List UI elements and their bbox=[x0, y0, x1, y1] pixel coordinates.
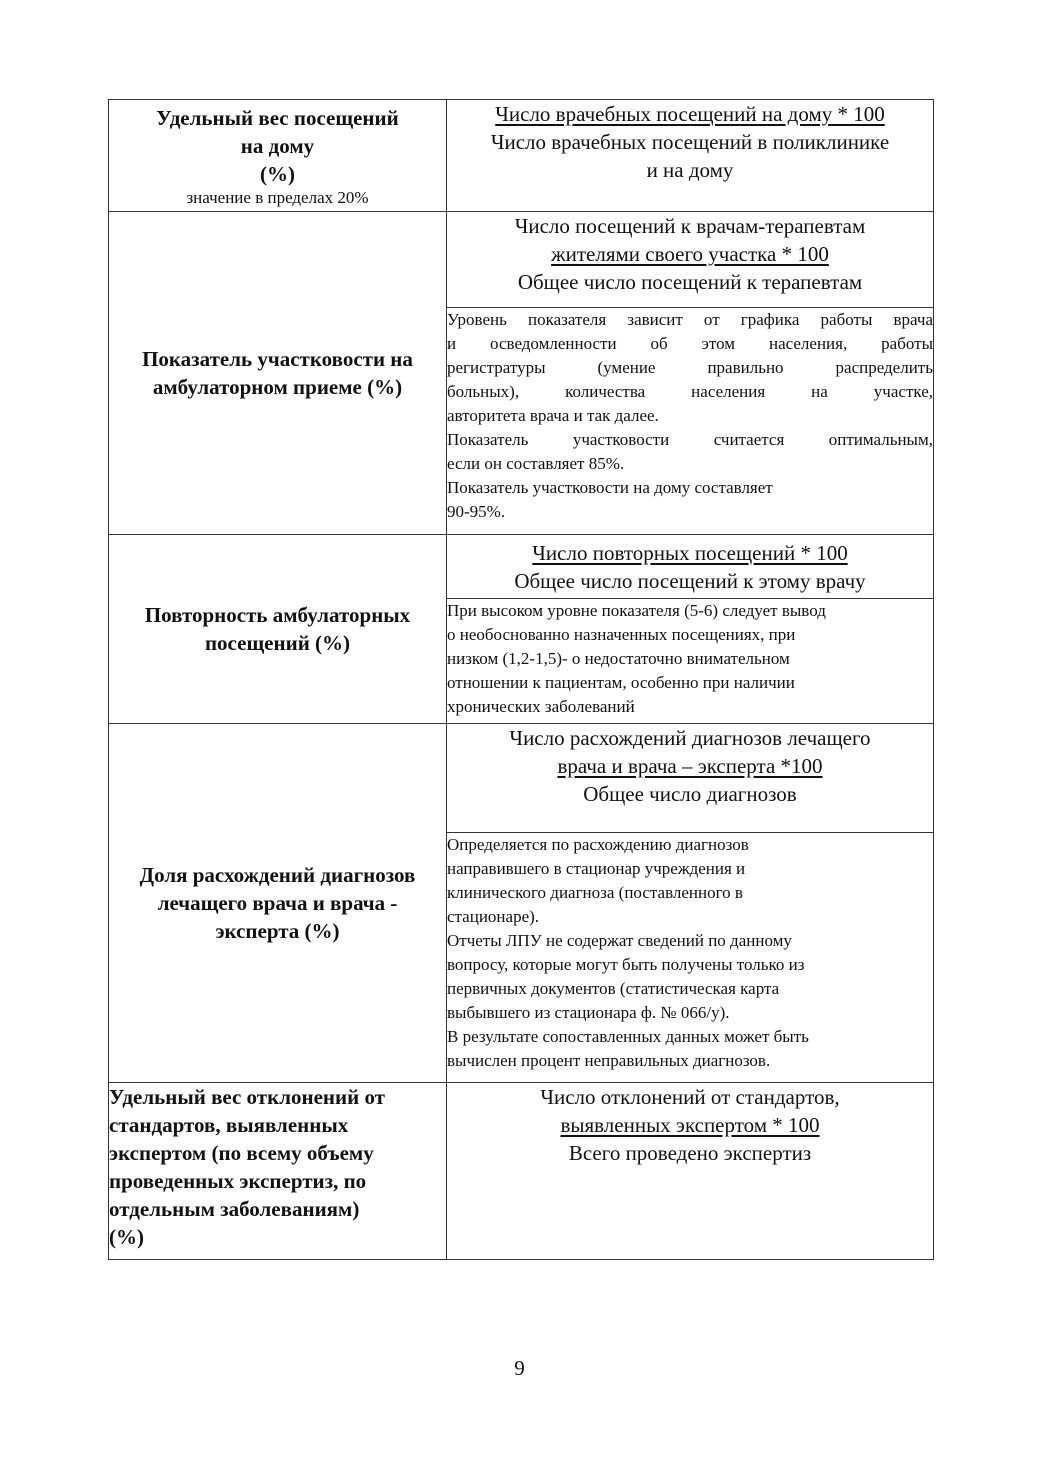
label-line: на дому bbox=[240, 133, 315, 158]
formula-denominator: Общее число посещений к этому врачу bbox=[514, 568, 866, 593]
note-line: вопросу, которые могут быть получены только из bbox=[447, 955, 805, 974]
note-line: первичных документов (статистическая карта bbox=[447, 979, 780, 998]
note-line: регистратуры (умение правильно распределить bbox=[447, 358, 933, 377]
formula-denominator: Всего проведено экспертиз bbox=[568, 1141, 812, 1165]
label-line: Показатель участковости на bbox=[142, 347, 413, 371]
label-line: эксперта (%) bbox=[215, 919, 340, 943]
label-line: амбулаторном приеме (%) bbox=[152, 375, 403, 399]
label-line: посещений (%) bbox=[204, 631, 351, 655]
note-line: Определяется по расхождению диагнозов bbox=[447, 835, 749, 854]
row1-label bbox=[109, 100, 447, 212]
row3-formula bbox=[447, 535, 934, 599]
formula-numerator: Число отклонений от стандартов, bbox=[540, 1085, 840, 1109]
row5-label bbox=[109, 1083, 447, 1260]
page-number: 9 bbox=[514, 1356, 525, 1380]
label-line: (%) bbox=[109, 1225, 144, 1249]
formula-numerator: выявленных экспертом * 100 bbox=[560, 1113, 820, 1137]
note-line: Показатель участковости считается оптимальным, bbox=[447, 430, 933, 449]
note-line: низком (1,2-1,5)- о недостаточно внимательном bbox=[447, 649, 790, 668]
note-line: Показатель участковости на дому составляет bbox=[447, 478, 773, 497]
row3-label bbox=[109, 535, 447, 724]
formula-numerator: Число врачебных посещений на дому * 100 bbox=[495, 102, 885, 126]
note-line: Уровень показателя зависит от графика работы врача bbox=[447, 310, 933, 329]
formula-numerator: Число повторных посещений * 100 bbox=[532, 540, 848, 565]
note-line: При высоком уровне показателя (5-6) следует вывод bbox=[447, 601, 826, 620]
note-line: и осведомленности об этом населения, работы bbox=[447, 334, 933, 353]
label-line: (%) bbox=[260, 161, 295, 186]
note-line: стационаре). bbox=[447, 907, 540, 926]
note-line: о необоснованно назначенных посещениях, при bbox=[447, 625, 796, 644]
note-line: направившего в стационар учреждения и bbox=[447, 859, 746, 878]
note-line: клинического диагноза (поставленного в bbox=[447, 883, 743, 902]
label-line: Удельный вес отклонений от bbox=[109, 1085, 385, 1109]
note-line: хронических заболеваний bbox=[447, 697, 635, 716]
formula-denominator: Число врачебных посещений в поликлинике bbox=[490, 130, 890, 154]
label-line: проведенных экспертиз, по bbox=[109, 1169, 367, 1193]
label-line: стандартов, выявленных bbox=[109, 1113, 349, 1137]
label-line: экспертом (по всему объему bbox=[109, 1141, 374, 1165]
indicators-table bbox=[108, 99, 934, 1260]
row5-formula bbox=[447, 1083, 934, 1260]
row2-label bbox=[109, 212, 447, 535]
formula-denominator: Общее число диагнозов bbox=[583, 782, 797, 806]
row4-formula bbox=[447, 724, 934, 833]
row3-note bbox=[447, 599, 934, 724]
row1-formula bbox=[447, 100, 934, 212]
formula-numerator: врача и врача – эксперта *100 bbox=[557, 754, 823, 778]
row2-formula bbox=[447, 212, 934, 308]
note-line: 90-95%. bbox=[447, 502, 506, 521]
label-line: Доля расхождений диагнозов bbox=[139, 863, 416, 887]
label-line: Повторность амбулаторных bbox=[144, 603, 411, 627]
note-line: если он составляет 85%. bbox=[447, 454, 625, 473]
row4-note bbox=[447, 833, 934, 1083]
label-line: отдельным заболеваниям) bbox=[109, 1197, 360, 1221]
row4-label bbox=[109, 724, 447, 1083]
formula-numerator: жителями своего участка * 100 bbox=[551, 242, 829, 266]
formula-denominator: Общее число посещений к терапевтам bbox=[517, 270, 863, 294]
note-line: авторитета врача и так далее. bbox=[447, 406, 659, 425]
note-line: отношении к пациентам, особенно при наличии bbox=[447, 673, 795, 692]
note-line: В результате сопоставленных данных может быть bbox=[447, 1027, 809, 1046]
label-subtitle: значение в пределах 20% bbox=[186, 187, 369, 207]
formula-denominator: и на дому bbox=[646, 158, 734, 182]
note-line: Отчеты ЛПУ не содержат сведений по данному bbox=[447, 931, 792, 950]
note-line: выбывшего из стационара ф. № 066/у). bbox=[447, 1003, 730, 1022]
note-line: вычислен процент неправильных диагнозов. bbox=[447, 1051, 771, 1070]
formula-numerator: Число расхождений диагнозов лечащего bbox=[509, 726, 871, 750]
label-line: лечащего врача и врача - bbox=[157, 891, 398, 915]
row2-note bbox=[447, 308, 934, 535]
label-line: Удельный вес посещений bbox=[156, 105, 399, 130]
formula-numerator: Число посещений к врачам-терапевтам bbox=[514, 214, 866, 238]
note-line: больных), количества населения на участке, bbox=[447, 382, 933, 401]
